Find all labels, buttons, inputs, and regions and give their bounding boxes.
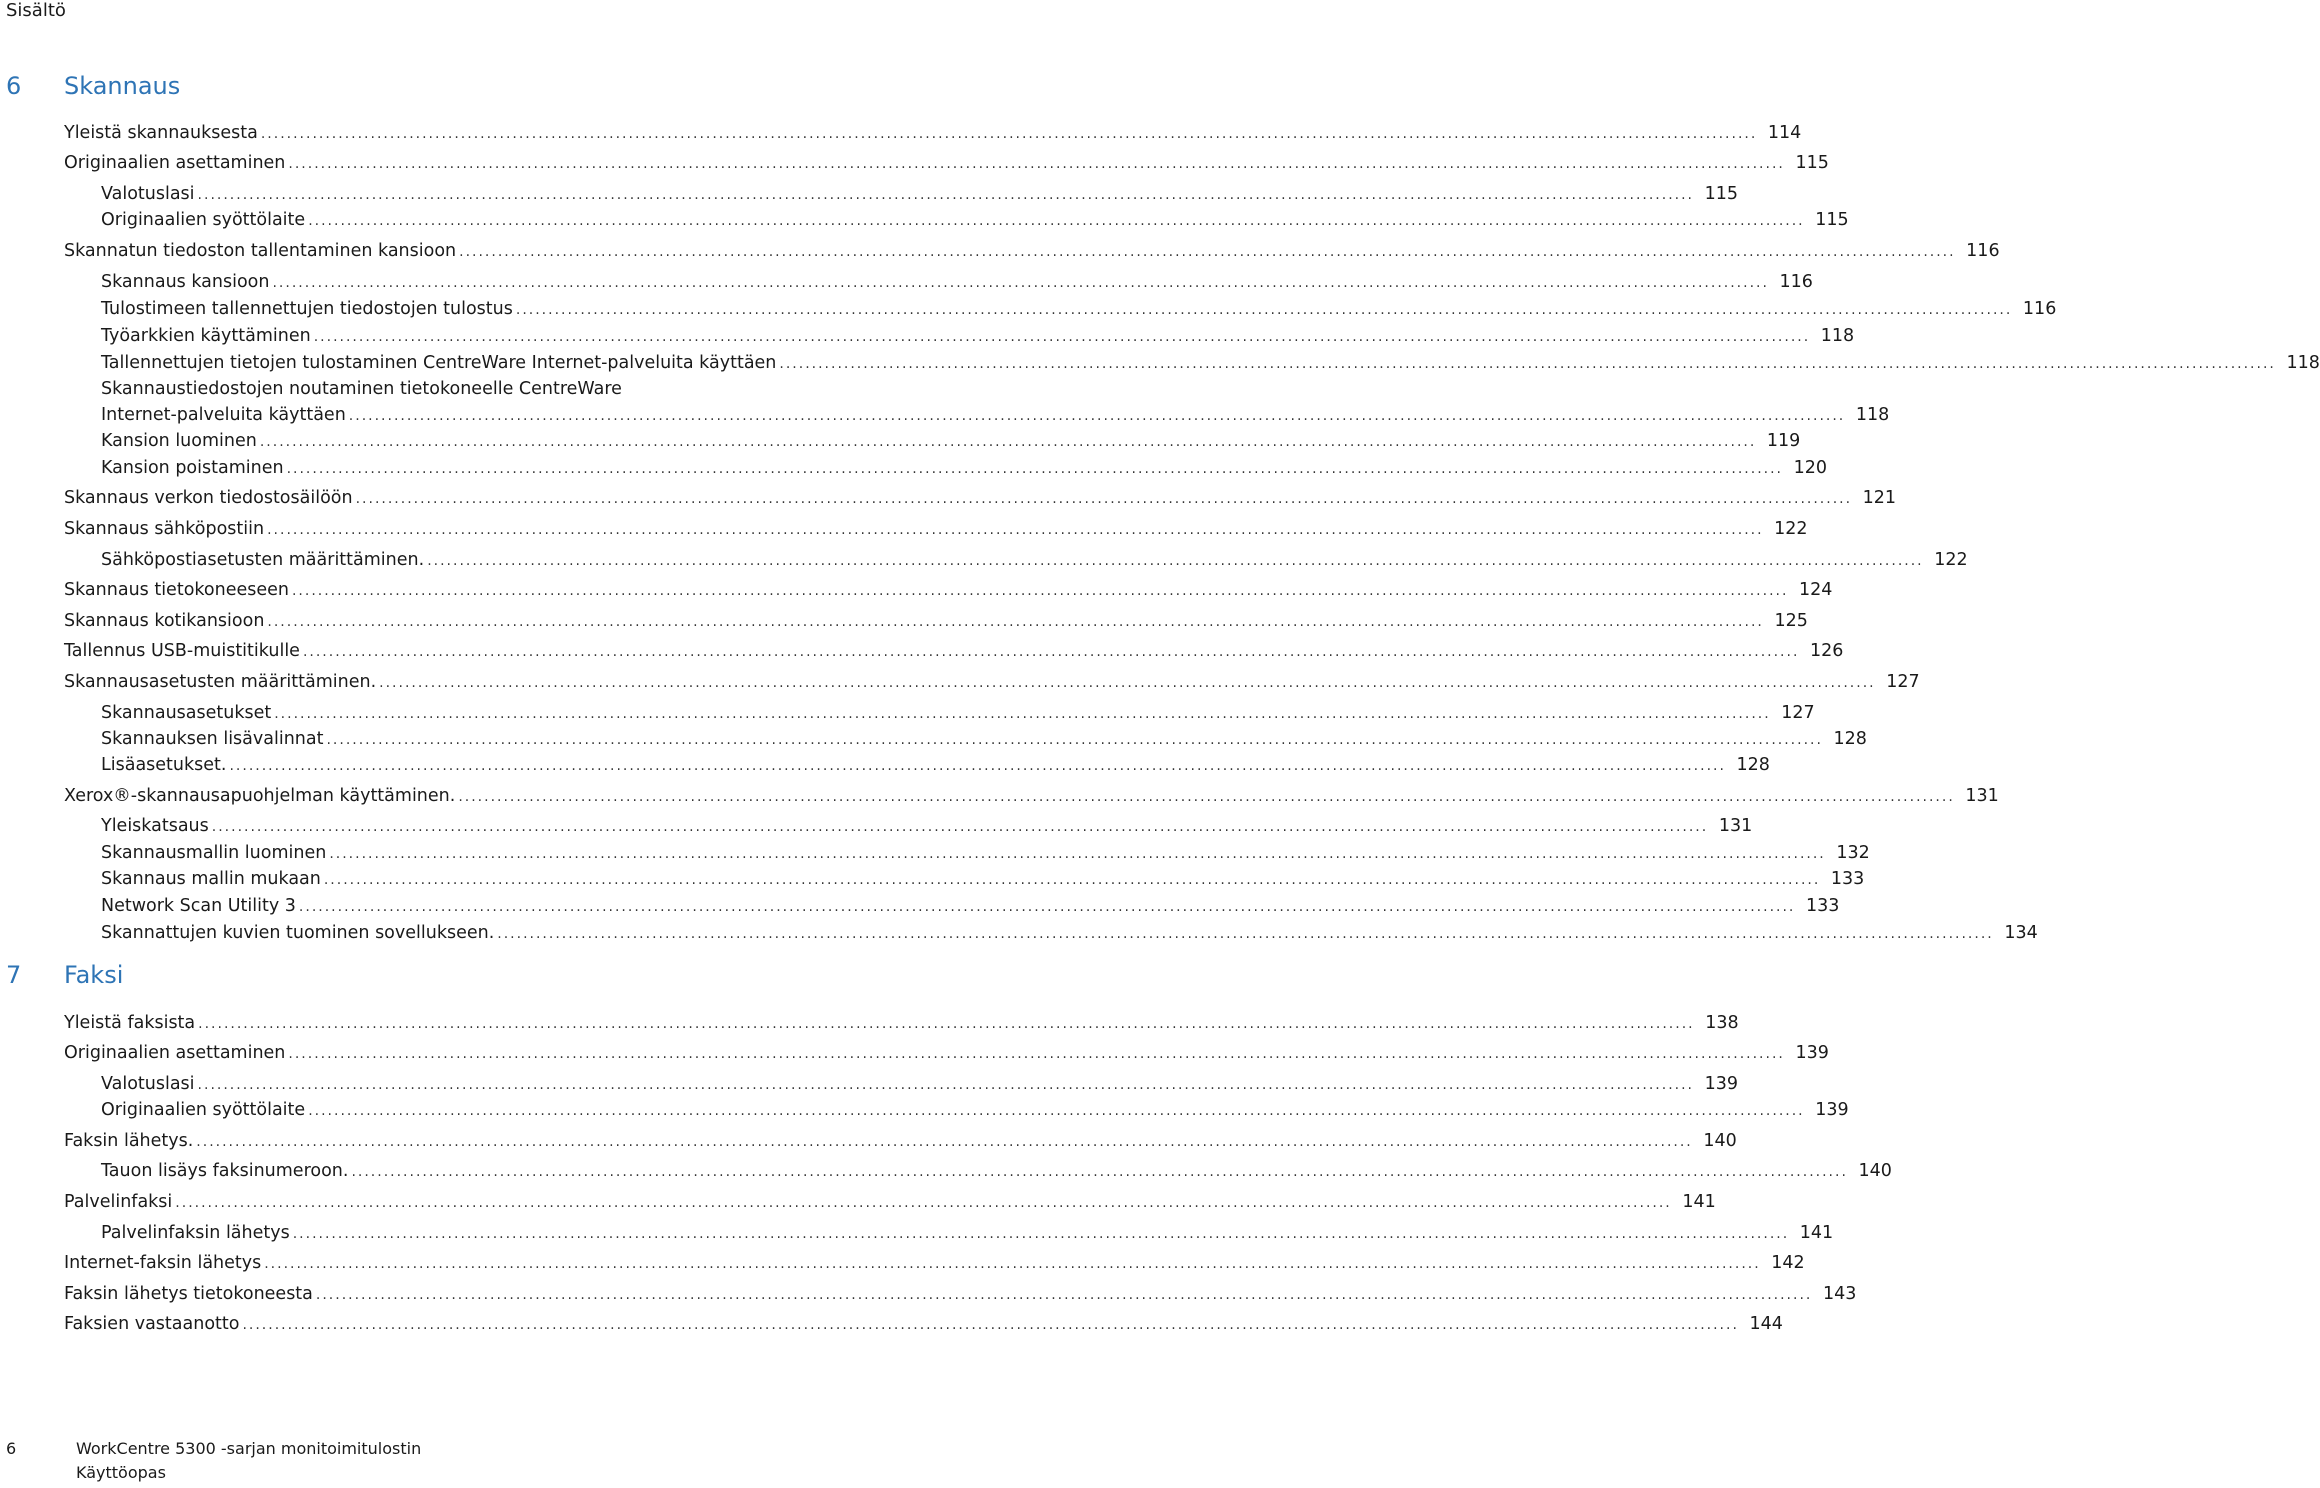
toc-entry-page: 126 (1810, 641, 1844, 661)
toc-entry-page: 128 (1833, 729, 1867, 749)
toc-entry-label: Faksien vastaanotto (64, 1314, 240, 1334)
dot-leader (260, 429, 1756, 455)
toc-entry-page: 118 (1820, 326, 1855, 346)
toc-entry-page: 124 (1799, 580, 1833, 600)
toc-entry[interactable] (101, 866, 1865, 892)
toc-entry[interactable] (101, 1158, 1892, 1184)
toc-entry-label: Skannattujen kuvien tuominen sovellukseen. (101, 923, 495, 943)
toc-entry-label: Yleistä faksista (64, 1013, 196, 1033)
toc-entry-label: Valotuslasi (101, 184, 195, 204)
toc-entry[interactable] (101, 840, 1870, 866)
dot-leader (293, 1221, 1789, 1247)
toc-entry-label: Tauon lisäys faksinumeroon. (101, 1161, 349, 1181)
toc-entry-page: 139 (1815, 1100, 1849, 1120)
toc-entry[interactable] (64, 608, 1808, 634)
dot-leader (303, 639, 1799, 665)
toc-entry[interactable] (101, 1220, 1834, 1246)
toc-entry-label: Kansion poistaminen (101, 458, 284, 478)
chapter-heading (0, 955, 960, 995)
toc-entry-label: Network Scan Utility 3 (101, 896, 296, 916)
toc-entry-label: Kansion luominen (101, 431, 257, 451)
toc-entry-page: 116 (1779, 272, 1813, 292)
toc-entry-page: 121 (1862, 488, 1897, 508)
toc-entry-page: 118 (1855, 405, 1890, 425)
toc-entry[interactable] (64, 485, 1897, 511)
toc-entry-label: Originaalien syöttölaite (101, 210, 306, 230)
footer-document-title: Käyttöopas (76, 1463, 166, 1482)
dot-leader (316, 1282, 1812, 1308)
toc-entry-page: 142 (1771, 1253, 1805, 1273)
dot-leader (264, 1251, 1760, 1277)
dot-leader (351, 1159, 1847, 1185)
dot-leader (324, 867, 1820, 893)
toc-entry[interactable] (101, 920, 2038, 946)
footer-page-number: 6 (6, 1439, 17, 1458)
dot-leader (292, 578, 1788, 604)
dot-leader (288, 1041, 1784, 1067)
toc-entry-label: Skannauksen lisävalinnat (101, 729, 324, 749)
toc-entry-label: Skannausasetukset (101, 703, 272, 723)
toc-entry-label: Skannatun tiedoston tallentaminen kansioon (64, 241, 457, 261)
dot-leader (242, 1312, 1738, 1338)
toc-entry[interactable] (101, 181, 1738, 207)
toc-entry[interactable] (101, 350, 2320, 376)
toc-entry[interactable] (101, 813, 1753, 839)
toc-entry-label: Skannausasetusten määrittäminen. (64, 672, 377, 692)
toc-entry-label: Tulostimeen tallennettujen tiedostojen tulostus (101, 299, 513, 319)
toc-entry-label: Skannaus verkon tiedostosäilöön (64, 488, 353, 508)
toc-entry-label: Palvelinfaksin lähetys (101, 1223, 290, 1243)
dot-leader (516, 297, 2012, 323)
toc-entry[interactable] (101, 455, 1828, 481)
dot-leader (261, 121, 1757, 147)
toc-entry-label: Yleiskatsaus (101, 816, 209, 836)
dot-leader (427, 548, 1923, 574)
toc-entry[interactable] (64, 516, 1808, 542)
toc-entry[interactable] (64, 783, 1999, 809)
toc-entry[interactable] (64, 120, 1802, 146)
toc-entry-page: 119 (1766, 431, 1801, 451)
dot-leader (212, 814, 1708, 840)
toc-entry-page: 131 (1965, 786, 1999, 806)
toc-entry-label: Sähköpostiasetusten määrittäminen. (101, 550, 425, 570)
dot-leader (198, 1072, 1694, 1098)
toc-entry-page: 139 (1795, 1043, 1829, 1063)
toc-entry-page: 141 (1682, 1192, 1716, 1212)
toc-entry-page: 122 (1774, 519, 1808, 539)
toc-entry-page: 115 (1795, 153, 1829, 173)
chapter-number: 7 (6, 961, 22, 989)
toc-entry-page: 144 (1749, 1314, 1783, 1334)
toc-entry-page: 132 (1836, 843, 1870, 863)
toc-entry-label: Originaalien asettaminen (64, 153, 286, 173)
toc-entry-page: 140 (1858, 1161, 1892, 1181)
toc-entry-label: Xerox®-skannausapuohjelman käyttäminen. (64, 786, 456, 806)
toc-entry[interactable] (101, 269, 1813, 295)
toc-entry-label: Originaalien asettaminen (64, 1043, 286, 1063)
toc-entry[interactable] (101, 547, 1968, 573)
dot-leader (349, 403, 1845, 429)
toc-entry-label: Faksin lähetys tietokoneesta (64, 1284, 313, 1304)
toc-entry[interactable] (64, 150, 1829, 176)
dot-leader (308, 208, 1804, 234)
toc-entry[interactable] (64, 1010, 1739, 1036)
dot-leader (458, 784, 1954, 810)
toc-entry-label: Valotuslasi (101, 1074, 195, 1094)
chapter-number: 6 (6, 72, 22, 100)
toc-entry-label: Skannausmallin luominen (101, 843, 327, 863)
toc-entry[interactable] (101, 700, 1815, 726)
toc-entry-page: 125 (1774, 611, 1808, 631)
toc-entry-label: Skannaus mallin mukaan (101, 869, 321, 889)
toc-entry-page: 120 (1793, 458, 1828, 478)
toc-entry-label: Originaalien syöttölaite (101, 1100, 306, 1120)
dot-leader (308, 1098, 1804, 1124)
dot-leader (299, 894, 1795, 920)
dot-leader (274, 701, 1770, 727)
toc-entry-label: Skannaus kansioon (101, 272, 270, 292)
toc-entry-label: Palvelinfaksi (64, 1192, 173, 1212)
toc-entry[interactable] (64, 1311, 1783, 1337)
toc-entry[interactable] (64, 577, 1833, 603)
toc-entry-label: Yleistä skannauksesta (64, 123, 258, 143)
chapter-title: Faksi (64, 961, 124, 989)
toc-entry[interactable] (101, 376, 1890, 428)
dot-leader (198, 1011, 1694, 1037)
toc-entry[interactable] (101, 323, 1855, 349)
toc-entry-page: 114 (1767, 123, 1802, 143)
toc-entry-page: 133 (1805, 896, 1840, 916)
chapter-title: Skannaus (64, 72, 181, 100)
dot-leader (272, 270, 1768, 296)
dot-leader (198, 182, 1694, 208)
toc-entry-label: Internet-palveluita käyttäen (101, 405, 346, 425)
toc-entry-page: 116 (2022, 299, 2057, 319)
toc-entry[interactable] (101, 296, 2057, 322)
dot-leader (288, 151, 1784, 177)
toc-entry[interactable] (101, 1097, 1849, 1123)
toc-entry-label: Skannaus sähköpostiin (64, 519, 265, 539)
toc-entry-label: Internet-faksin lähetys (64, 1253, 262, 1273)
toc-entry-page: 128 (1736, 755, 1770, 775)
toc-entry-page: 118 (2286, 353, 2320, 373)
toc-entry[interactable] (64, 1189, 1716, 1215)
chapter-heading (0, 66, 960, 106)
toc-entry-label-line1: Skannaustiedostojen noutaminen tietokoneelle CentreWare (101, 379, 622, 399)
dot-leader (329, 841, 1825, 867)
toc-entry[interactable] (101, 726, 1867, 752)
toc-entry-label: Tallennus USB-muistitikulle (64, 641, 300, 661)
dot-leader (287, 456, 1783, 482)
toc-entry-page: 134 (2004, 923, 2038, 943)
dot-leader (497, 921, 1993, 947)
toc-entry[interactable] (101, 1071, 1738, 1097)
toc-entry[interactable] (64, 1128, 1737, 1154)
toc-entry-page: 138 (1705, 1013, 1739, 1033)
toc-entry[interactable] (64, 638, 1844, 664)
toc-entry-page: 131 (1718, 816, 1753, 836)
toc-entry[interactable] (64, 1040, 1829, 1066)
toc-entry[interactable] (64, 1281, 1857, 1307)
toc-entry-label: Skannaus tietokoneeseen (64, 580, 289, 600)
dot-leader (379, 670, 1875, 696)
dot-leader (459, 239, 1955, 265)
toc-entry[interactable] (101, 752, 1770, 778)
toc-entry-page: 115 (1815, 210, 1849, 230)
dot-leader (326, 727, 1822, 753)
toc-entry-page: 115 (1704, 184, 1738, 204)
toc-entry-page: 122 (1934, 550, 1968, 570)
toc-entry-label: Skannaus kotikansioon (64, 611, 265, 631)
dot-leader (314, 324, 1810, 350)
dot-leader (356, 486, 1852, 512)
dot-leader (175, 1190, 1671, 1216)
toc-entry-page: 143 (1822, 1284, 1857, 1304)
toc-entry-page: 139 (1704, 1074, 1738, 1094)
toc-entry-label: Lisäasetukset. (101, 755, 227, 775)
toc-entry[interactable] (64, 669, 1920, 695)
toc-entry-page: 116 (1966, 241, 2000, 261)
toc-entry-page: 140 (1703, 1131, 1737, 1151)
dot-leader (267, 609, 1763, 635)
footer-product-name: WorkCentre 5300 -sarjan monitoimitulostin (76, 1439, 422, 1458)
toc-entry-page: 127 (1781, 703, 1815, 723)
toc-entry-page: 127 (1886, 672, 1920, 692)
toc-entry-label: Faksin lähetys. (64, 1131, 194, 1151)
toc-entry[interactable] (64, 1250, 1805, 1276)
dot-leader (229, 753, 1725, 779)
toc-entry-label: Tallennettujen tietojen tulostaminen CentreWare Internet-palveluita käyttäen (101, 353, 777, 373)
dot-leader (196, 1129, 1692, 1155)
toc-entry-label: Työarkkien käyttäminen (101, 326, 311, 346)
toc-entry[interactable] (101, 207, 1849, 233)
toc-entry[interactable] (101, 428, 1801, 454)
dot-leader (267, 517, 1763, 543)
toc-entry[interactable] (101, 893, 1840, 919)
toc-entry-page: 133 (1830, 869, 1865, 889)
toc-entry-page: 141 (1799, 1223, 1834, 1243)
header-title: Sisältö (6, 0, 66, 21)
dot-leader (779, 351, 2275, 377)
toc-entry[interactable] (64, 238, 2000, 264)
